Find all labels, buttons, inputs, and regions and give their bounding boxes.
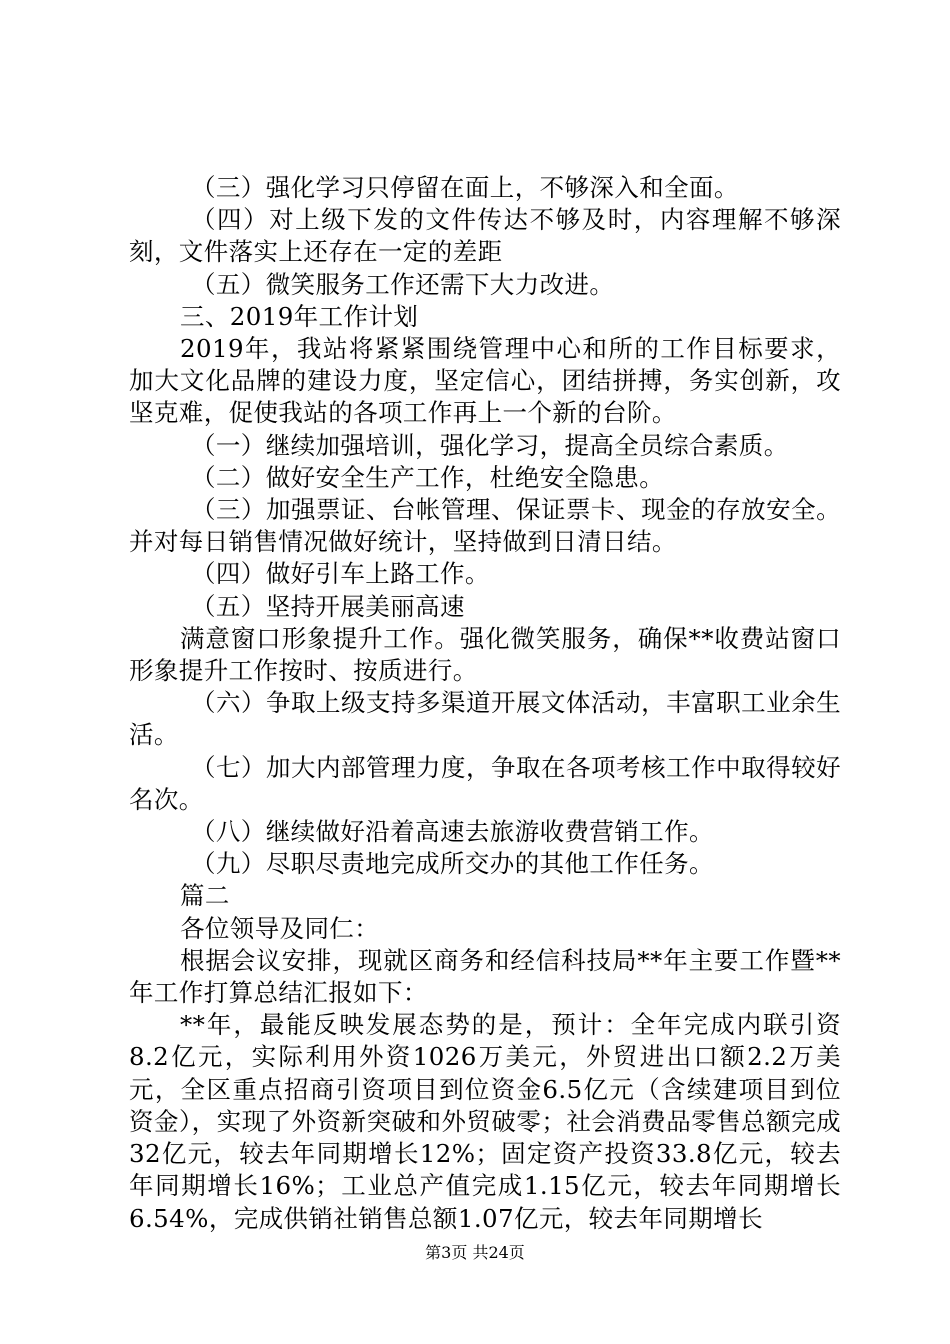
paragraph: （六）争取上级支持多渠道开展文体活动，丰富职工业余生活。 bbox=[129, 688, 841, 750]
document-body bbox=[129, 172, 841, 1235]
paragraph: 满意窗口形象提升工作。强化微笑服务，确保**收费站窗口形象提升工作按时、按质进行。 bbox=[129, 623, 841, 686]
paragraph: 根据会议安排，现就区商务和经信科技局**年主要工作暨**年工作打算总结汇报如下： bbox=[129, 945, 841, 1008]
paragraph: （五）坚持开展美丽高速 bbox=[191, 591, 465, 621]
paragraph: （三）强化学习只停留在面上，不够深入和全面。 bbox=[191, 173, 739, 202]
page-number-footer: 第3页 共24页 bbox=[425, 1243, 525, 1262]
paragraph: （三）加强票证、台帐管理、保证票卡、现金的存放安全。并对每日销售情况做好统计，坚持做到日清日结。 bbox=[129, 495, 841, 557]
paragraph: （八）继续做好沿着高速去旅游收费营销工作。 bbox=[191, 817, 714, 847]
paragraph: （七）加大内部管理力度，争取在各项考核工作中取得较好名次。 bbox=[129, 752, 841, 814]
paragraph: （一）继续加强培训，强化学习，提高全员综合素质。 bbox=[191, 430, 789, 460]
paragraph: （四）做好引车上路工作。 bbox=[191, 559, 490, 589]
section-heading: 篇二 bbox=[180, 881, 230, 911]
paragraph: **年，最能反映发展态势的是，预计：全年完成内联引资8.2亿元，实际利用外资1026万美元，外贸进出口额2.2万美元，全区重点招商引资项目到位资金6.5亿元（含续建项目到位资金），实现了外资新突破和外贸破零；社会消费品零售总额完成32亿元，较去年同期增长12%；固定资产投资33.8亿元，较去年同期增长16%；工业总产值完成1.15亿元，较去年同期增长6.54%，完成供销社销售总额1.07亿元，较去年同期增长 bbox=[129, 1010, 841, 1233]
salutation: 各位领导及同仁： bbox=[180, 913, 380, 943]
paragraph: （五）微笑服务工作还需下大力改进。 bbox=[191, 269, 615, 299]
paragraph: （二）做好安全生产工作，杜绝安全隐患。 bbox=[191, 462, 665, 492]
paragraph: （九）尽职尽责地完成所交办的其他工作任务。 bbox=[191, 849, 714, 879]
section-heading: 三、2019年工作计划 bbox=[180, 301, 419, 331]
paragraph: （四）对上级下发的文件传达不够及时，内容理解不够深刻，文件落实上还存在一定的差距 bbox=[129, 205, 841, 267]
paragraph: 2019年，我站将紧紧围绕管理中心和所的工作目标要求，加大文化品牌的建设力度，坚定信心，团结拼搏，务实创新，攻坚克难，促使我站的各项工作再上一个新的台阶。 bbox=[129, 334, 841, 428]
